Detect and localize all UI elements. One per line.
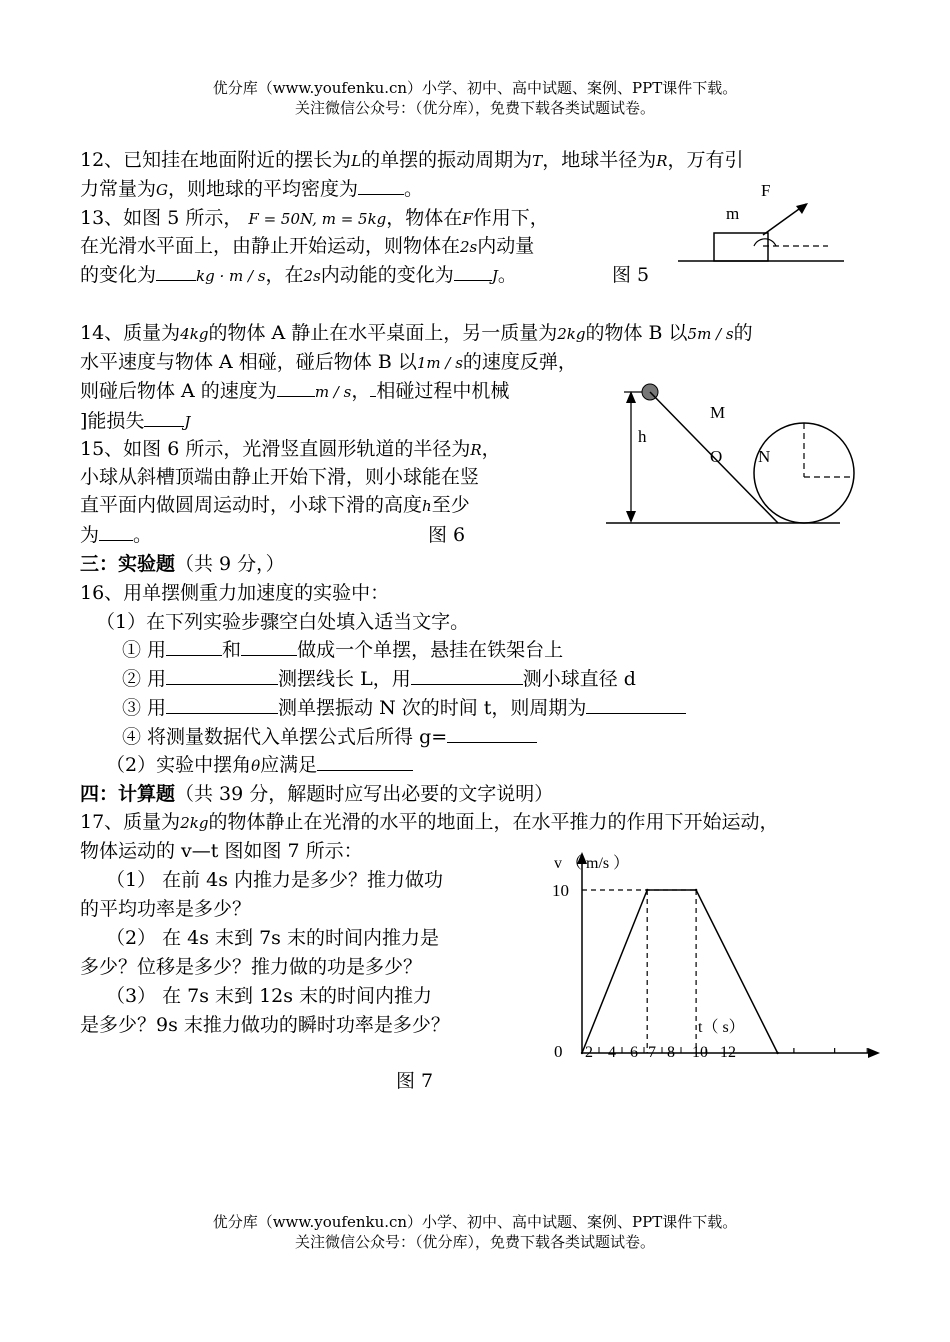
q15-line4: 为 。 bbox=[80, 524, 153, 546]
chart-point bbox=[695, 889, 697, 891]
answer-blank[interactable] bbox=[156, 262, 196, 281]
fig5-block bbox=[714, 233, 768, 261]
q16-step3: ③ 用 测单摆振动 N 次的时间 t，则周期为 bbox=[122, 695, 686, 721]
fig5-arrowhead bbox=[796, 203, 808, 214]
chart-x-axis-arrow bbox=[868, 1048, 880, 1058]
fig6-label-O: O bbox=[710, 447, 723, 466]
var-T: T bbox=[532, 152, 543, 170]
answer-blank[interactable] bbox=[358, 176, 404, 195]
answer-blank[interactable] bbox=[447, 724, 537, 743]
var-L: L bbox=[351, 152, 362, 170]
q13-line1: 13、如图 5 所示， F = 50N, m = 5kg，物体在F作用下， bbox=[80, 207, 549, 229]
q17-part2-line2: 多少？位移是多少？推力做的功是多少？ bbox=[80, 956, 423, 978]
chart-point bbox=[776, 1052, 778, 1054]
answer-blank[interactable] bbox=[166, 666, 278, 685]
fig6-label-N: N bbox=[758, 447, 771, 466]
section-3-heading: 三：实验题（共 9 分，） bbox=[80, 553, 285, 575]
answer-blank[interactable] bbox=[166, 637, 222, 656]
chart-x-label: t（ s） bbox=[698, 1019, 745, 1036]
page-footer-line2: 关注微信公众号：（优分库），免费下载各类试题试卷。 bbox=[294, 1233, 655, 1251]
q14-line1: 14、质量为4kg的物体 A 静止在水平桌面上，另一质量为2kg的物体 B 以5m / s的 bbox=[80, 322, 753, 344]
q17-part3-line1: （3） 在 7s 末到 12s 末的时间内推力 bbox=[106, 985, 433, 1007]
chart-origin-label: 0 bbox=[554, 1042, 563, 1061]
page-header-line2: 关注微信公众号：（优分库），免费下载各类试题试卷。 bbox=[294, 99, 655, 117]
fig5-caption: 图 5 bbox=[612, 264, 650, 286]
page-header-line1: 优分库（www.youfenku.cn）小学、初中、高中试题、案例、PPT课件下载。 bbox=[212, 79, 738, 97]
fig6-arrow-bottom bbox=[626, 511, 636, 523]
chart-series-line bbox=[582, 890, 778, 1053]
answer-blank[interactable] bbox=[586, 695, 686, 714]
q15-line2: 小球从斜槽顶端由静止开始下滑，则小球能在竖 bbox=[80, 466, 480, 488]
answer-blank[interactable] bbox=[454, 262, 492, 281]
fig6-caption: 图 6 bbox=[428, 524, 466, 546]
chart-x-tick-label: 2 bbox=[585, 1044, 593, 1061]
chart-point bbox=[646, 889, 648, 891]
q17-line2: 物体运动的 v—t 图如图 7 所示： bbox=[80, 840, 363, 862]
q17-part1-line2: 的平均功率是多少？ bbox=[80, 898, 252, 920]
var-R: R bbox=[656, 152, 668, 170]
q12-line2: 力常量为G，则地球的平均密度为 。 bbox=[80, 178, 424, 200]
chart-y-tick-label: 10 bbox=[552, 881, 569, 900]
chart-x-tick-label: 7 bbox=[648, 1044, 656, 1061]
q14-line4: ]能损失 J bbox=[80, 410, 191, 432]
chart-x-tick-label: 10 bbox=[692, 1044, 708, 1061]
answer-blank[interactable] bbox=[99, 522, 133, 541]
q16-part2: （2）实验中摆角θ应满足 bbox=[106, 752, 413, 779]
q13-formula: F = 50N, m = 5kg bbox=[248, 210, 387, 228]
q12-line1: 12、已知挂在地面附近的摆长为L的单摆的振动周期为T，地球半径为R，万有引 bbox=[80, 149, 744, 171]
q16-part1: （1）在下列实验步骤空白处填入适当文字。 bbox=[96, 611, 470, 633]
q17-part1-line1: （1） 在前 4s 内推力是多少？推力做功 bbox=[106, 869, 444, 891]
answer-blank[interactable] bbox=[166, 695, 278, 714]
page-footer-line1: 优分库（www.youfenku.cn）小学、初中、高中试题、案例、PPT课件下载。 bbox=[212, 1213, 738, 1231]
chart-x-tick-label: 6 bbox=[630, 1044, 638, 1061]
q16-stem: 16、用单摆侧重力加速度的实验中： bbox=[80, 582, 390, 604]
figure-7-vt-chart bbox=[540, 846, 885, 1071]
q15-line1: 15、如图 6 所示，光滑竖直圆形轨道的半径为R， bbox=[80, 438, 501, 460]
q17-line1: 17、质量为2kg的物体静止在光滑的水平的地面上，在水平推力的作用下开始运动， bbox=[80, 811, 779, 833]
chart-x-tick-label: 8 bbox=[667, 1044, 675, 1061]
answer-blank[interactable] bbox=[144, 408, 184, 427]
fig5-angle-arc bbox=[754, 239, 776, 246]
fig5-label-F: F bbox=[761, 181, 771, 200]
fig6-label-M: M bbox=[710, 403, 726, 422]
fig6-label-h: h bbox=[638, 427, 647, 446]
fig5-label-m: m bbox=[726, 204, 740, 223]
chart-x-tick-label: 4 bbox=[608, 1044, 616, 1061]
q17-part3-line2: 是多少？9s 末推力做功的瞬时功率是多少？ bbox=[80, 1014, 450, 1036]
figure-6 bbox=[600, 380, 860, 530]
q15-line3: 直平面内做圆周运动时，小球下滑的高度h至少 bbox=[80, 494, 470, 516]
q17-part2-line1: （2） 在 4s 末到 7s 末的时间内推力是 bbox=[106, 927, 439, 949]
chart-y-label: v （ m/s ） bbox=[554, 855, 630, 872]
q16-step2: ② 用 测摆线长 L，用 测小球直径 d bbox=[122, 668, 636, 690]
chart-x-tick-label: 12 bbox=[720, 1044, 736, 1061]
answer-blank[interactable] bbox=[317, 752, 413, 771]
q13-line3: 的变化为 kg · m / s，在2s内动能的变化为 J。 bbox=[80, 264, 517, 286]
answer-blank[interactable] bbox=[411, 666, 523, 685]
answer-blank[interactable] bbox=[277, 378, 315, 397]
section-4-heading: 四：计算题（共 39 分，解题时应写出必要的文字说明） bbox=[80, 783, 554, 805]
var-G: G bbox=[156, 181, 168, 199]
fig6-arrow-top bbox=[626, 391, 636, 403]
answer-blank[interactable] bbox=[241, 637, 297, 656]
chart-point bbox=[581, 1052, 583, 1054]
q16-step1: ① 用 和 做成一个单摆，悬挂在铁架台上 bbox=[122, 639, 564, 661]
fig7-caption: 图 7 bbox=[396, 1070, 434, 1092]
q14-line2: 水平速度与物体 A 相碰，碰后物体 B 以1m / s的速度反弹， bbox=[80, 351, 577, 373]
figure-5 bbox=[670, 175, 850, 270]
q14-line3: 则碰后物体 A 的速度为 m / s， 相碰过程中机械 bbox=[80, 380, 510, 402]
q13-line2: 在光滑水平面上，由静止开始运动，则物体在2s内动量 bbox=[80, 235, 535, 257]
q16-step4: ④ 将测量数据代入单摆公式后所得 g= bbox=[122, 724, 537, 750]
